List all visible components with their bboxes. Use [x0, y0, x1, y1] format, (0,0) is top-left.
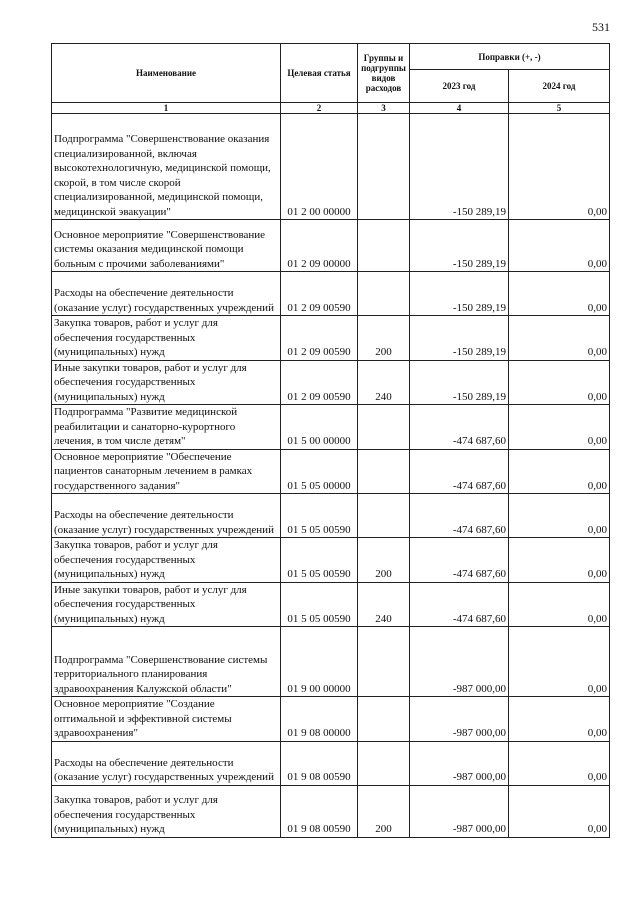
header-year-2024: 2024 год [509, 70, 610, 103]
budget-amendments-table [51, 43, 610, 838]
row-amount-2024: 0,00 [509, 697, 610, 742]
row-amount-2024: 0,00 [509, 785, 610, 837]
table-row [52, 627, 610, 697]
row-amount-2023: -474 687,60 [410, 538, 509, 583]
row-expense-group: 200 [358, 316, 410, 361]
table-row [52, 405, 610, 450]
row-name: Расходы на обеспечение деятельности (оказание услуг) государственных учреждений [52, 741, 281, 785]
row-amount-2024: 0,00 [509, 627, 610, 697]
row-name: Подпрограмма "Совершенствование оказания специализированной, включая высокотехнологичную, медицинской помощи, скорой, в том числе скорой специализированной, медицинской помощи, медицинской эвакуации" [52, 114, 281, 220]
row-amount-2024: 0,00 [509, 316, 610, 361]
col-number-5: 5 [509, 103, 610, 114]
row-amount-2023: -987 000,00 [410, 627, 509, 697]
row-name: Подпрограмма "Развитие медицинской реабилитации и санаторно-курортного лечения, в том числе детям" [52, 405, 281, 450]
header-amendments: Поправки (+, -) [410, 44, 610, 70]
table-row [52, 741, 610, 785]
table-row [52, 272, 610, 316]
row-amount-2024: 0,00 [509, 494, 610, 538]
header-name: Наименование [52, 44, 281, 103]
row-expense-group [358, 697, 410, 742]
row-amount-2023: -474 687,60 [410, 449, 509, 494]
row-amount-2023: -474 687,60 [410, 494, 509, 538]
row-amount-2024: 0,00 [509, 741, 610, 785]
page-number: 531 [592, 20, 610, 34]
table-row [52, 360, 610, 405]
row-amount-2023: -987 000,00 [410, 697, 509, 742]
row-amount-2023: -987 000,00 [410, 785, 509, 837]
row-name: Закупка товаров, работ и услуг для обеспечения государственных (муниципальных) нужд [52, 316, 281, 361]
row-target-article: 01 9 08 00000 [281, 697, 358, 742]
row-name: Иные закупки товаров, работ и услуг для обеспечения государственных (муниципальных) нужд [52, 582, 281, 627]
row-name: Закупка товаров, работ и услуг для обеспечения государственных (муниципальных) нужд [52, 785, 281, 837]
row-target-article: 01 5 05 00590 [281, 494, 358, 538]
table-row [52, 494, 610, 538]
row-name: Расходы на обеспечение деятельности (оказание услуг) государственных учреждений [52, 272, 281, 316]
row-target-article: 01 5 00 00000 [281, 405, 358, 450]
row-expense-group: 200 [358, 785, 410, 837]
table-row [52, 316, 610, 361]
row-expense-group: 200 [358, 538, 410, 583]
row-name: Расходы на обеспечение деятельности (оказание услуг) государственных учреждений [52, 494, 281, 538]
table-row [52, 220, 610, 272]
row-target-article: 01 9 08 00590 [281, 741, 358, 785]
row-expense-group [358, 627, 410, 697]
row-expense-group [358, 449, 410, 494]
row-name: Основное мероприятие "Обеспечение пациентов санаторным лечением в рамках государственного задания" [52, 449, 281, 494]
col-number-3: 3 [358, 103, 410, 114]
row-target-article: 01 2 09 00590 [281, 360, 358, 405]
table-row [52, 449, 610, 494]
row-name: Основное мероприятие "Создание оптимальной и эффективной системы здравоохранения" [52, 697, 281, 742]
row-amount-2024: 0,00 [509, 449, 610, 494]
row-expense-group [358, 220, 410, 272]
row-expense-group: 240 [358, 582, 410, 627]
row-target-article: 01 9 00 00000 [281, 627, 358, 697]
header-target-article: Целевая статья [281, 44, 358, 103]
row-expense-group: 240 [358, 360, 410, 405]
table-row [52, 114, 610, 220]
row-target-article: 01 2 09 00590 [281, 316, 358, 361]
row-expense-group [358, 272, 410, 316]
table-row [52, 785, 610, 837]
header-expense-groups: Группы и подгруппы видов расходов [358, 44, 410, 103]
row-amount-2023: -150 289,19 [410, 316, 509, 361]
row-amount-2024: 0,00 [509, 114, 610, 220]
row-amount-2023: -987 000,00 [410, 741, 509, 785]
row-target-article: 01 5 05 00000 [281, 449, 358, 494]
row-amount-2024: 0,00 [509, 360, 610, 405]
row-amount-2024: 0,00 [509, 220, 610, 272]
row-target-article: 01 2 09 00590 [281, 272, 358, 316]
row-amount-2024: 0,00 [509, 538, 610, 583]
row-expense-group [358, 405, 410, 450]
col-number-1: 1 [52, 103, 281, 114]
row-target-article: 01 9 08 00590 [281, 785, 358, 837]
row-amount-2023: -474 687,60 [410, 582, 509, 627]
row-expense-group [358, 494, 410, 538]
row-amount-2023: -150 289,19 [410, 114, 509, 220]
row-amount-2024: 0,00 [509, 582, 610, 627]
table-row [52, 582, 610, 627]
row-target-article: 01 5 05 00590 [281, 538, 358, 583]
col-number-4: 4 [410, 103, 509, 114]
row-name: Подпрограмма "Совершенствование системы территориального планирования здравоохранения Калужской области" [52, 627, 281, 697]
row-target-article: 01 5 05 00590 [281, 582, 358, 627]
header-year-2023: 2023 год [410, 70, 509, 103]
row-amount-2023: -150 289,19 [410, 220, 509, 272]
col-number-2: 2 [281, 103, 358, 114]
row-target-article: 01 2 00 00000 [281, 114, 358, 220]
row-amount-2023: -150 289,19 [410, 360, 509, 405]
row-amount-2024: 0,00 [509, 405, 610, 450]
row-expense-group [358, 114, 410, 220]
row-name: Иные закупки товаров, работ и услуг для обеспечения государственных (муниципальных) нужд [52, 360, 281, 405]
row-name: Основное мероприятие "Совершенствование системы оказания медицинской помощи больным с прочими заболеваниями" [52, 220, 281, 272]
row-target-article: 01 2 09 00000 [281, 220, 358, 272]
row-expense-group [358, 741, 410, 785]
row-name: Закупка товаров, работ и услуг для обеспечения государственных (муниципальных) нужд [52, 538, 281, 583]
row-amount-2024: 0,00 [509, 272, 610, 316]
row-amount-2023: -474 687,60 [410, 405, 509, 450]
row-amount-2023: -150 289,19 [410, 272, 509, 316]
table-row [52, 538, 610, 583]
table-row [52, 697, 610, 742]
